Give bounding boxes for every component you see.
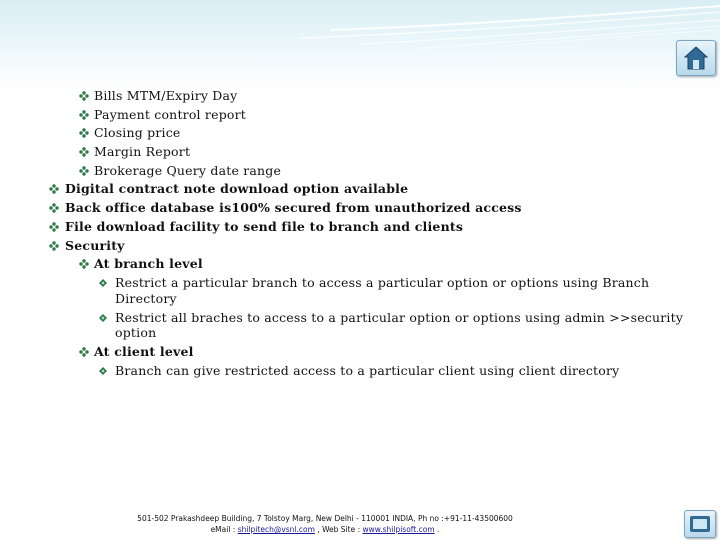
list-item: Digital contract note download option available: [65, 181, 409, 196]
diamond-bullet-icon: [49, 203, 59, 213]
list-item: At branch level: [94, 256, 203, 271]
list-item: File download facility to send file to branch and clients: [65, 219, 464, 234]
list-item: Branch can give restricted access to a particular client using client directory: [115, 363, 620, 378]
list-item-continuation: option: [115, 325, 157, 340]
diamond-bullet-icon: [79, 110, 89, 120]
diamond-bullet-icon: [79, 166, 89, 176]
home-icon: [683, 45, 709, 71]
list-item: Payment control report: [94, 107, 247, 122]
list-item-continuation: Directory: [115, 291, 177, 306]
small-diamond-bullet-icon: [99, 367, 107, 375]
diamond-bullet-icon: [79, 147, 89, 157]
list-item: Security: [65, 238, 125, 253]
nav-button[interactable]: [684, 510, 716, 538]
list-item: Brokerage Query date range: [94, 163, 282, 178]
diamond-bullet-icon: [49, 222, 59, 232]
list-item: Closing price: [94, 125, 181, 140]
list-item: Bills MTM/Expiry Day: [94, 88, 238, 103]
small-diamond-bullet-icon: [99, 279, 107, 287]
list-item: Restrict all braches to access to a particular option or options using admin >>security: [115, 310, 684, 325]
diamond-bullet-icon: [79, 259, 89, 269]
list-item: At client level: [94, 344, 194, 359]
list-item: Margin Report: [94, 144, 191, 159]
decorative-swoosh: [0, 0, 720, 90]
footer: [0, 513, 650, 535]
list-item: Back office database is100% secured from unauthorized access: [65, 200, 522, 215]
diamond-bullet-icon: [79, 91, 89, 101]
diamond-bullet-icon: [49, 241, 59, 251]
small-diamond-bullet-icon: [99, 314, 107, 322]
email-link[interactable]: shilpitech@vsnl.com: [237, 525, 315, 534]
diamond-bullet-icon: [79, 128, 89, 138]
website-link[interactable]: www.shilpisoft.com: [362, 525, 435, 534]
nav-icon: [689, 514, 711, 534]
list-item: Restrict a particular branch to access a particular option or options using Branch: [115, 275, 650, 290]
home-button[interactable]: [676, 40, 716, 76]
footer-contact: eMail : shilpitech@vsnl.com , Web Site : www.shilpisoft.com .: [210, 525, 440, 534]
diamond-bullet-icon: [79, 347, 89, 357]
header-band: [0, 0, 720, 90]
diamond-bullet-icon: [49, 184, 59, 194]
footer-address: 501-502 Prakashdeep Building, 7 Tolstoy Marg, New Delhi - 110001 INDIA, Ph no :+91-11-43500600: [137, 514, 513, 523]
